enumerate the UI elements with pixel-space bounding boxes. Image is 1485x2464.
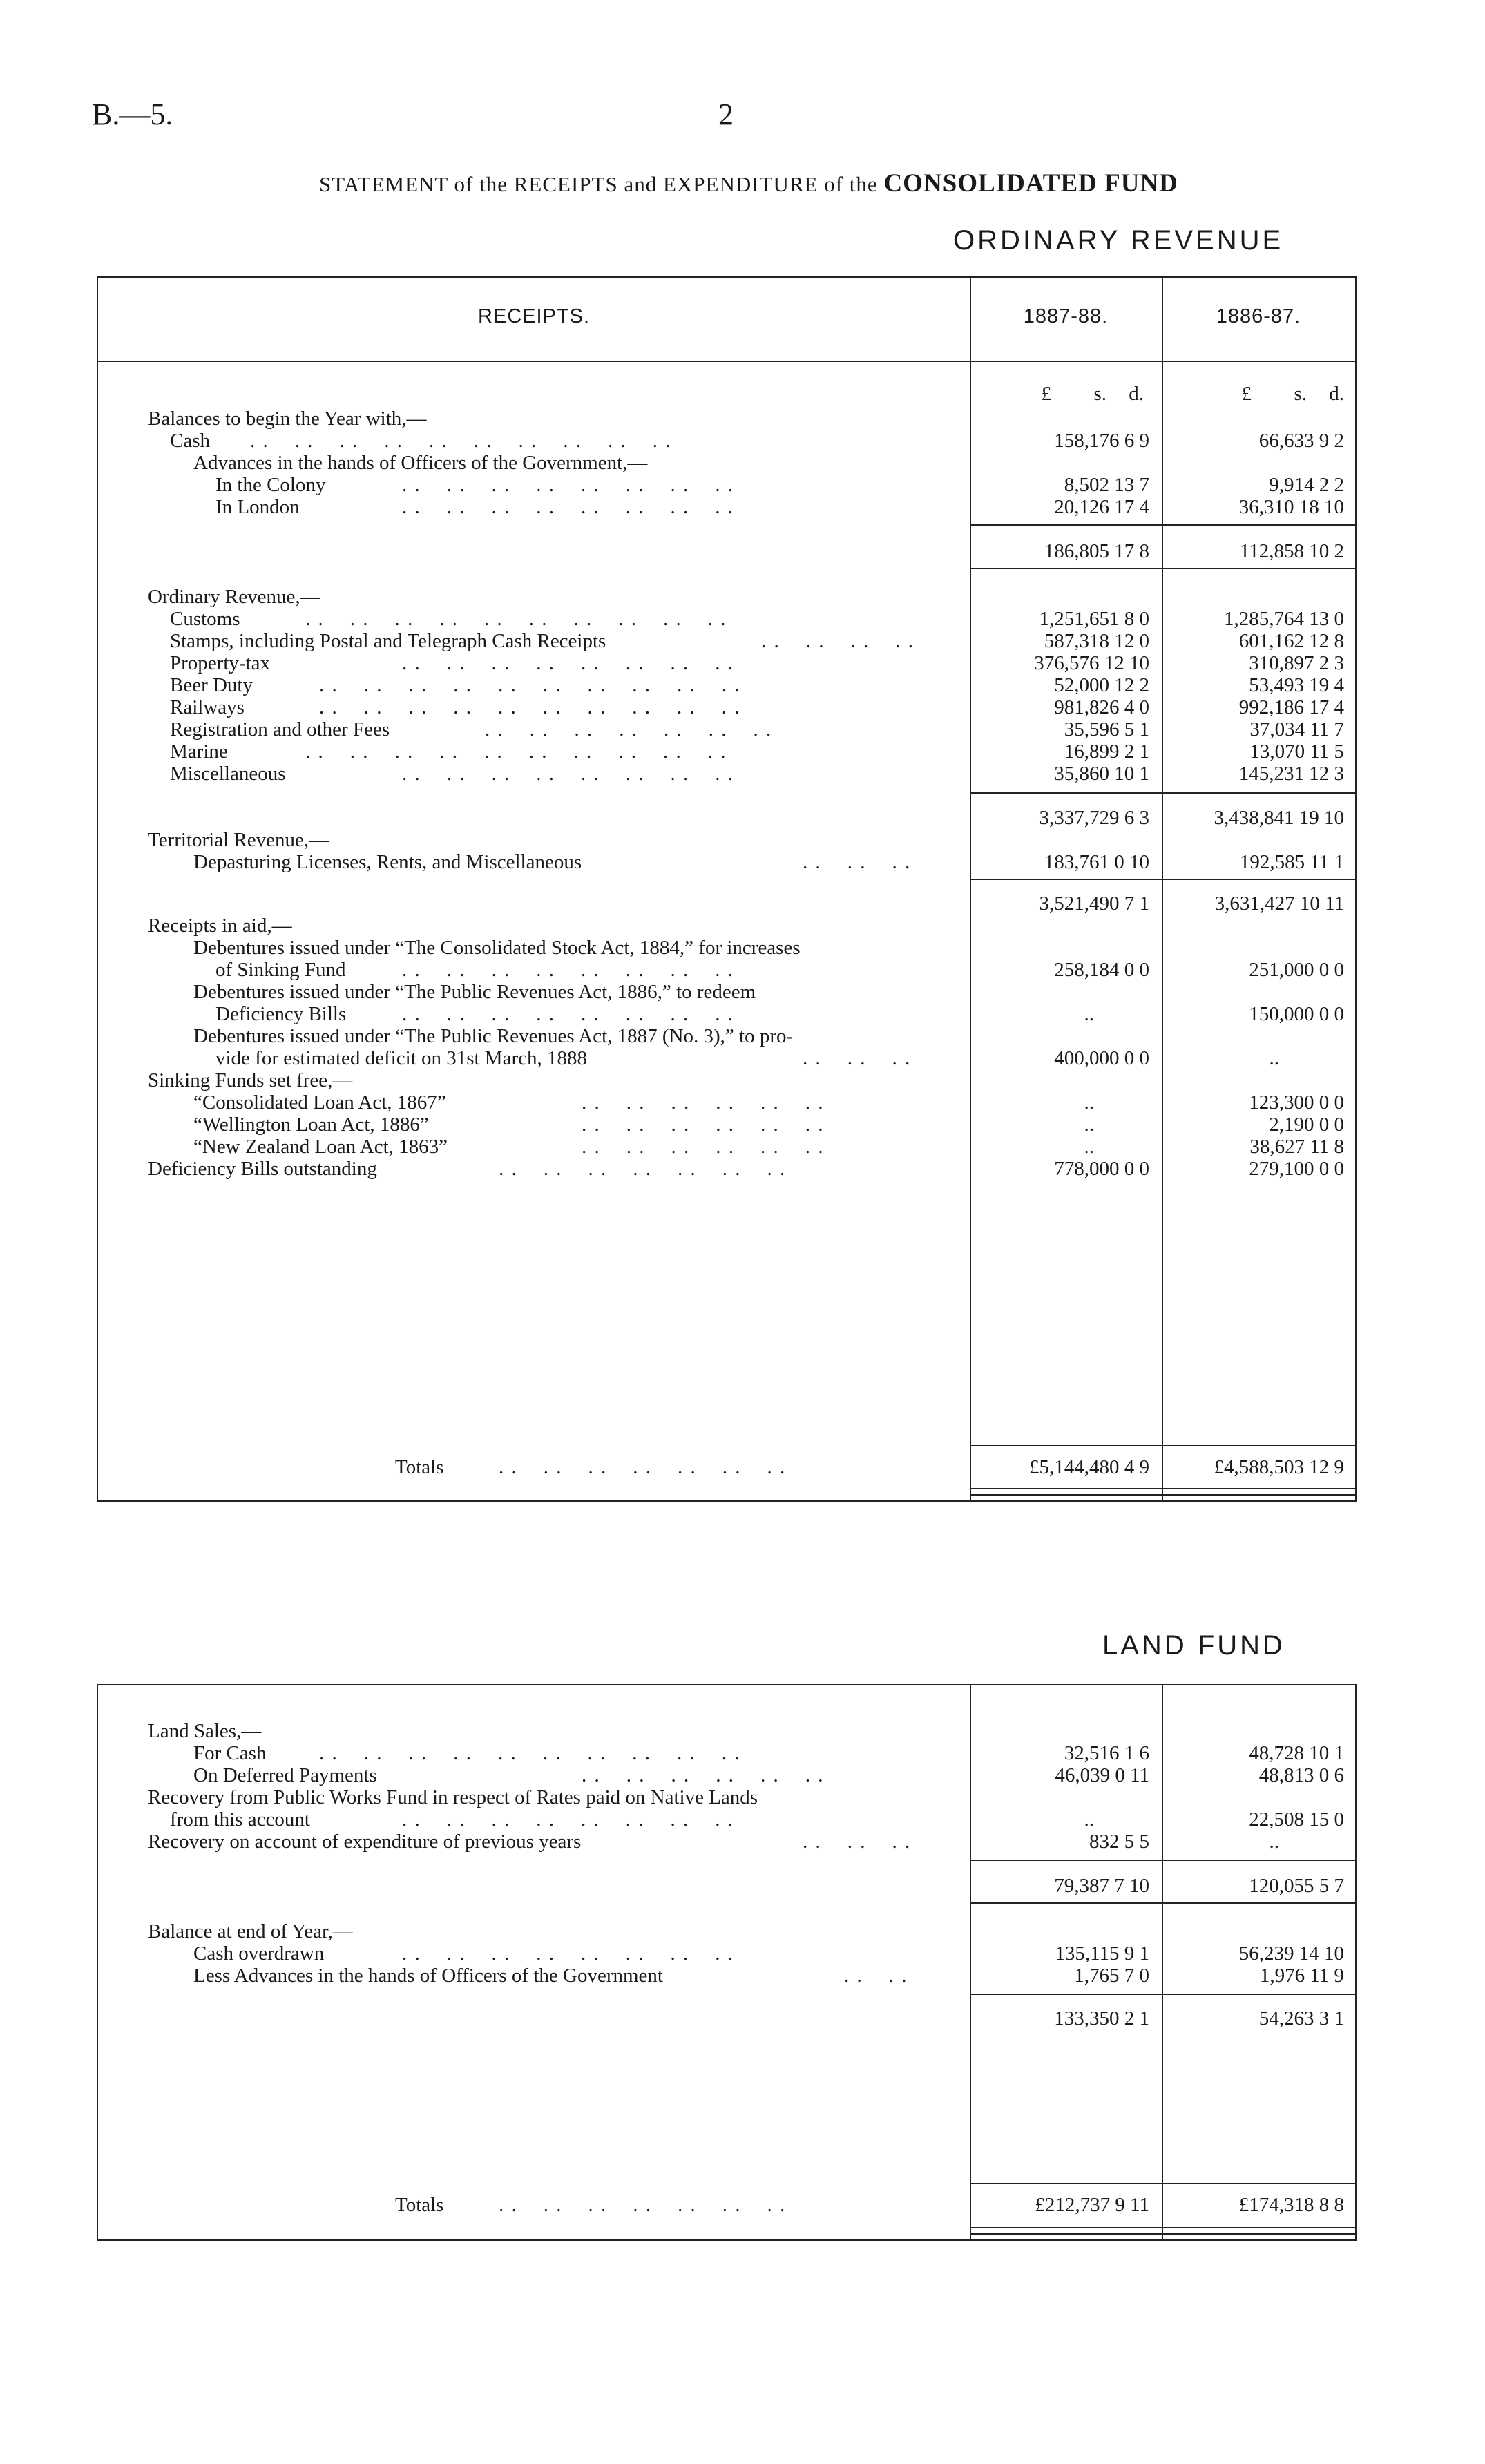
table-row: In the Colony . . . . . . . . . . . . . . . . 8,502 13 7 9,914 2 2: [215, 474, 1344, 496]
statement-title-bold: CONSOLIDATED FUND: [883, 169, 1178, 198]
page-number: 2: [718, 97, 734, 131]
table-row: Marine . . . . . . . . . . . . . . . . . . . . 16,899 2 1 13,070 11 5: [170, 741, 1344, 763]
col-header-1886-87: 1886-87.: [1216, 305, 1301, 327]
table-row: Cash . . . . . . . . . . . . . . . . . . . . 158,176 6 9 66,633 9 2: [170, 430, 1344, 452]
table-row: Land Sales,—: [148, 1720, 262, 1742]
table-row: from this account . . . . . . . . . . . . . . . . .. 22,508 15 0: [170, 1808, 1344, 1831]
totals-row: Totals . . . . . . . . . . . . . . £212,737 9 11 £174,318 8 8: [395, 2194, 1344, 2216]
land-fund-title: LAND FUND: [1102, 1630, 1285, 1661]
table-row: Beer Duty . . . . . . . . . . . . . . . . . . . . 52,000 12 2 53,493 19 4: [170, 674, 1344, 696]
totals-row: Totals . . . . . . . . . . . . . . £5,144,480 4 9 £4,588,503 12 9: [395, 1456, 1344, 1478]
table-row: Depasturing Licenses, Rents, and Miscellaneous . . . . . . 183,761 0 10 192,585 11 1: [193, 851, 1344, 873]
units-row: £ s. d. £ s. d.: [1041, 383, 1344, 405]
table-row: Railways . . . . . . . . . . . . . . . . . . . . 981,826 4 0 992,186 17 4: [170, 696, 1344, 718]
ordinary-revenue-title: ORDINARY REVENUE: [953, 225, 1284, 256]
table-row: “New Zealand Loan Act, 1863” . . . . . . . . . . . . .. 38,627 11 8: [193, 1136, 1344, 1158]
table-row: Territorial Revenue,—: [148, 829, 329, 851]
col-header-1887-88: 1887-88.: [1023, 305, 1109, 327]
table-row: On Deferred Payments . . . . . . . . . . . . 46,039 0 11 48,813 0 6: [193, 1764, 1344, 1786]
subtotal-row: 3,337,729 6 3 3,438,841 19 10: [1039, 807, 1344, 829]
document-code: B.—5.: [92, 97, 173, 131]
table-row: Debentures issued under “The Public Revenues Act, 1886,” to redeem: [193, 981, 756, 1003]
table-row: Miscellaneous . . . . . . . . . . . . . . . . 35,860 10 1 145,231 12 3: [170, 763, 1344, 785]
table-row: Recovery from Public Works Fund in respect of Rates paid on Native Lands: [148, 1786, 758, 1808]
table-row: In London . . . . . . . . . . . . . . . . 20,126 17 4 36,310 18 10: [215, 496, 1344, 518]
table-row: vide for estimated deficit on 31st March, 1888 . . . . . . 400,000 0 0 ..: [215, 1047, 1279, 1069]
table-row: of Sinking Fund . . . . . . . . . . . . . . . . 258,184 0 0 251,000 0 0: [215, 959, 1344, 981]
table-row: Balance at end of Year,—: [148, 1920, 353, 1942]
table-row: Ordinary Revenue,—: [148, 586, 320, 608]
table-row: Stamps, including Postal and Telegraph Cash Receipts . . . . . . . . 587,318 12 0 601,162 12 8: [170, 630, 1344, 652]
subtotal-row: 3,521,490 7 1 3,631,427 10 11: [1039, 892, 1344, 915]
land-fund-table: [97, 1684, 1357, 2241]
table-row: Advances in the hands of Officers of the Government,—: [193, 452, 648, 474]
table-row: Recovery on account of expenditure of previous years . . . . . . 832 5 5 ..: [148, 1831, 1279, 1853]
col-header-receipts: RECEIPTS.: [477, 305, 591, 327]
table-row: “Wellington Loan Act, 1886” . . . . . . . . . . . . .. 2,190 0 0: [193, 1114, 1344, 1136]
table-row: Balances to begin the Year with,—: [148, 408, 427, 430]
table-row: Customs . . . . . . . . . . . . . . . . . . . . 1,251,651 8 0 1,285,764 13 0: [170, 608, 1344, 630]
table-row: Debentures issued under “The Public Revenues Act, 1887 (No. 3),” to pro-: [193, 1025, 794, 1047]
table-row: Property-tax . . . . . . . . . . . . . . . . 376,576 12 10 310,897 2 3: [170, 652, 1344, 674]
subtotal-row: 186,805 17 8 112,858 10 2: [1044, 540, 1344, 562]
subtotal-row: 79,387 7 10 120,055 5 7: [1054, 1875, 1344, 1897]
statement-title-prefix: STATEMENT of the RECEIPTS and EXPENDITURE of the: [319, 172, 878, 196]
statement-title: [319, 169, 1178, 198]
table-row: “Consolidated Loan Act, 1867” . . . . . . . . . . . . .. 123,300 0 0: [193, 1091, 1344, 1114]
subtotal-row: 133,350 2 1 54,263 3 1: [1054, 2007, 1344, 2030]
table-row: For Cash . . . . . . . . . . . . . . . . . . . . 32,516 1 6 48,728 10 1: [193, 1742, 1344, 1764]
table-row: Debentures issued under “The Consolidated Stock Act, 1884,” for increases: [193, 937, 801, 959]
table-row: Sinking Funds set free,—: [148, 1069, 353, 1091]
table-row: Cash overdrawn . . . . . . . . . . . . . . . . 135,115 9 1 56,239 14 10: [193, 1942, 1344, 1965]
ordinary-revenue-table: [97, 276, 1357, 1502]
table-row: Receipts in aid,—: [148, 915, 292, 937]
table-row: Registration and other Fees . . . . . . . . . . . . . . 35,596 5 1 37,034 11 7: [170, 718, 1344, 741]
table-row: Deficiency Bills . . . . . . . . . . . . . . . . .. 150,000 0 0: [215, 1003, 1344, 1025]
table-row: Deficiency Bills outstanding . . . . . . . . . . . . . . 778,000 0 0 279,100 0 0: [148, 1158, 1344, 1180]
table-row: Less Advances in the hands of Officers of the Government . . . . 1,765 7 0 1,976 11 9: [193, 1965, 1344, 1987]
